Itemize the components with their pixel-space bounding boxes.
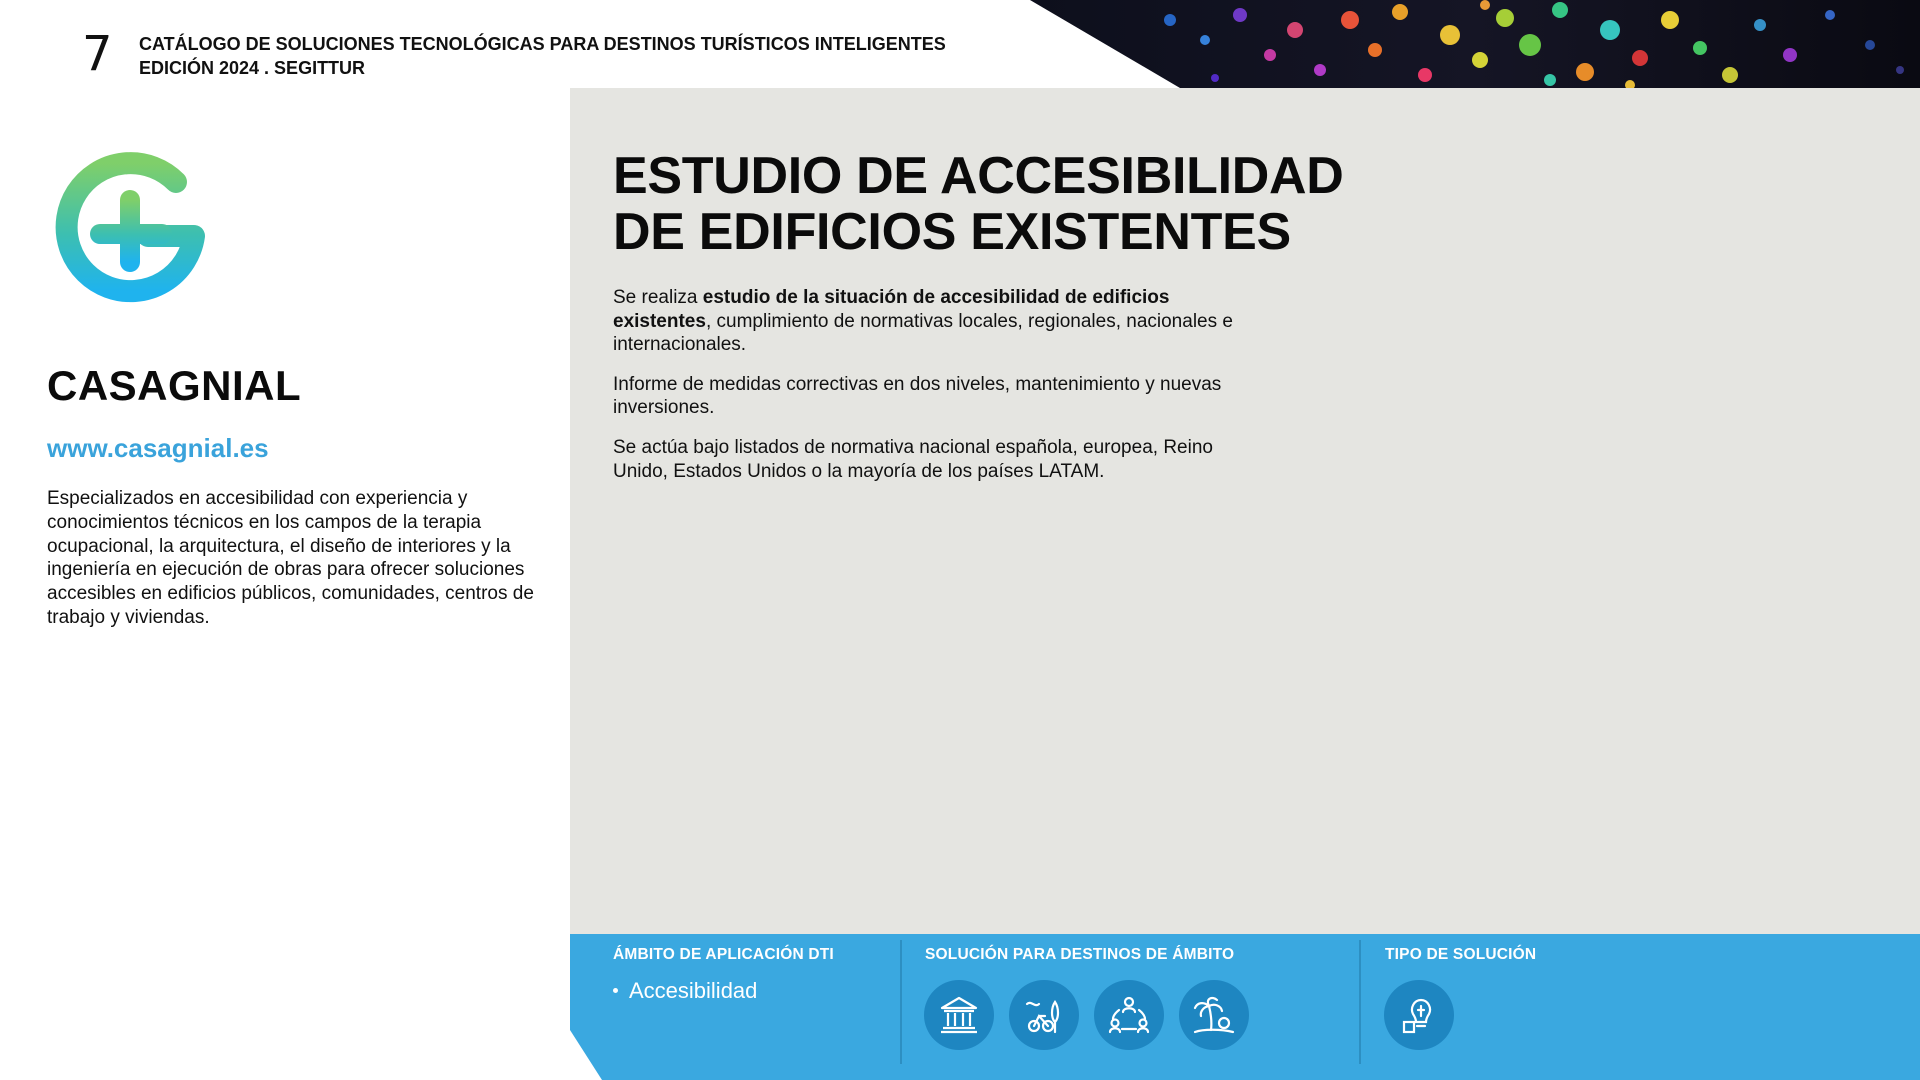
community-network-icon — [1094, 980, 1164, 1050]
company-name: CASAGNIAL — [47, 362, 302, 409]
tipo-label: TIPO DE SOLUCIÓN — [1385, 946, 1537, 963]
divider — [1359, 940, 1361, 1064]
beach-palm-icon — [1179, 980, 1249, 1050]
page-number: 7 — [82, 26, 113, 82]
ambito-item — [613, 978, 757, 1004]
solution-title-line2: DE EDIFICIOS EXISTENTES — [613, 203, 1291, 261]
catalog-header-title — [139, 32, 946, 80]
company-description: Especializados en accesibilidad con experiencia y conocimientos técnicos en los campos de la terapia ocupacional, la arquitectura, el diseño de interiores y la ingeniería en ejecución de obras para ofrecer soluciones accesibles en edificios públicos, comunidades, centros de trabajo y viviendas. — [47, 488, 534, 628]
bullet-icon — [613, 988, 618, 993]
solution-paragraph-2: Informe de medidas correctivas en dos niveles, mantenimiento y nuevas inversiones. — [613, 373, 1222, 419]
destinos-label: SOLUCIÓN PARA DESTINOS DE ÁMBITO — [925, 946, 1235, 963]
paragraph-text: , cumplimiento de normativas locales, regionales, nacionales e internacionales. — [613, 310, 1233, 356]
divider — [900, 940, 902, 1064]
solution-description — [613, 286, 1253, 499]
catalog-title-line1: CATÁLOGO DE SOLUCIONES TECNOLÓGICAS PARA DESTINOS TURÍSTICOS INTELIGENTES — [139, 34, 946, 54]
header-decorative-lights-image — [1030, 0, 1920, 88]
consulting-idea-icon — [1384, 980, 1454, 1050]
nature-activity-icon — [1009, 980, 1079, 1050]
company-website-link[interactable]: www.casagnial.es — [47, 433, 269, 463]
casagnial-logo-icon — [48, 150, 213, 315]
solution-paragraph-1 — [613, 286, 1253, 357]
paragraph-bold-text: estudio de la situación de accesibilidad de edificios existentes — [613, 287, 1170, 332]
solution-title — [613, 148, 1343, 260]
culture-building-icon — [924, 980, 994, 1050]
solution-paragraph-3: Se actúa bajo listados de normativa nacional española, europea, Reino Unido, Estados Unidos o la mayoría de los países LATAM. — [613, 436, 1213, 482]
corner-cut-decoration — [570, 1030, 602, 1080]
paragraph-text: Se realiza — [613, 287, 703, 308]
catalog-title-line2: EDICIÓN 2024 . SEGITTUR — [139, 58, 366, 78]
solution-title-line1: ESTUDIO DE ACCESIBILIDAD — [613, 147, 1344, 205]
ambito-item-label: Accesibilidad — [629, 978, 758, 1003]
ambito-label: ÁMBITO DE APLICACIÓN DTI — [613, 946, 834, 963]
